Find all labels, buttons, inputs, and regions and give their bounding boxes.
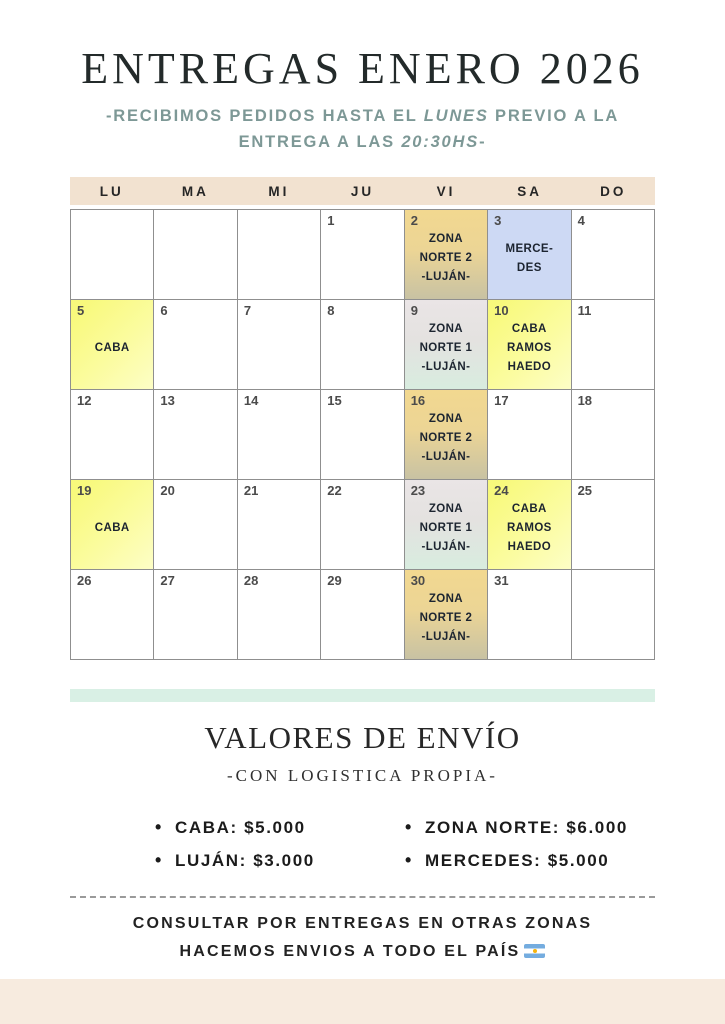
price-column-right	[405, 818, 655, 884]
calendar-day-8	[321, 300, 404, 390]
subtitle-segment: -RECIBIMOS PEDIDOS HASTA EL	[105, 107, 424, 126]
weekday-header-ju: JU	[350, 183, 375, 199]
day-number: 22	[327, 483, 342, 499]
day-number: 31	[494, 573, 509, 589]
day-number: 17	[494, 393, 509, 409]
day-number: 5	[77, 303, 85, 319]
subtitle-segment: ENTREGA A LAS	[238, 132, 402, 151]
day-number: 23	[410, 483, 426, 499]
calendar-day-17	[488, 390, 571, 480]
calendar-day-23	[405, 480, 488, 570]
calendar-day-12	[71, 390, 154, 480]
calendar-day-28	[238, 570, 321, 660]
calendar-day-4	[572, 210, 655, 300]
calendar-day-16	[405, 390, 488, 480]
calendar-day-14	[238, 390, 321, 480]
day-number: 2	[410, 213, 418, 229]
calendar-day-5	[71, 300, 154, 390]
calendar-empty-cell	[71, 210, 154, 300]
page-title: ENTREGAS ENERO 2026	[81, 44, 644, 93]
day-number: 26	[77, 573, 92, 589]
footer-line-2-text: HACEMOS ENVIOS A TODO EL PAÍS	[179, 943, 521, 961]
day-number: 25	[577, 483, 593, 499]
footer-note	[0, 910, 725, 966]
day-number: 20	[160, 483, 175, 499]
footer-line-2	[0, 938, 725, 966]
price-item: • ZONA NORTE: $6.000	[405, 818, 655, 838]
delivery-zone-label: CABA	[94, 522, 130, 535]
calendar-day-11	[572, 300, 655, 390]
footer-bar	[0, 979, 725, 1024]
day-number: 15	[327, 393, 342, 409]
day-number: 1	[327, 213, 335, 229]
day-number: 19	[77, 483, 92, 499]
shipping-section-title: VALORES DE ENVÍO	[204, 720, 521, 756]
calendar-day-9	[405, 300, 488, 390]
calendar-day-25	[572, 480, 655, 570]
calendar-day-24	[488, 480, 571, 570]
calendar-day-1	[321, 210, 404, 300]
subtitle	[0, 104, 725, 155]
calendar-empty-cell	[154, 210, 237, 300]
day-number: 18	[577, 393, 593, 409]
day-number: 10	[494, 303, 509, 319]
calendar-day-15	[321, 390, 404, 480]
delivery-zone-label: CABA	[94, 342, 130, 355]
price-item: • LUJÁN: $3.000	[155, 851, 405, 871]
delivery-zone-label: ZONA NORTE 1 -LUJÁN-	[419, 503, 473, 554]
shipping-section-subtitle: -CON LOGISTICA PROPIA-	[227, 766, 498, 786]
price-item: • CABA: $5.000	[155, 818, 405, 838]
day-number: 9	[410, 303, 418, 319]
day-number: 7	[243, 303, 252, 319]
calendar-day-29	[321, 570, 404, 660]
day-number: 12	[77, 393, 92, 409]
day-number: 8	[327, 303, 335, 319]
day-number: 6	[160, 303, 168, 319]
weekday-header-row	[70, 177, 655, 205]
day-number: 30	[410, 573, 426, 589]
day-number: 13	[160, 393, 175, 409]
weekday-header-lu: LU	[99, 183, 124, 199]
calendar-empty-cell	[572, 570, 655, 660]
footer-line-1: CONSULTAR POR ENTREGAS EN OTRAS ZONAS	[132, 915, 593, 933]
calendar-day-7	[238, 300, 321, 390]
calendar-day-27	[154, 570, 237, 660]
delivery-zone-label: ZONA NORTE 2 -LUJÁN-	[419, 413, 473, 464]
price-item: • MERCEDES: $5.000	[405, 851, 655, 871]
calendar-day-19	[71, 480, 154, 570]
weekday-header-sa: SA	[517, 183, 543, 199]
calendar-day-3	[488, 210, 571, 300]
day-number: 27	[160, 573, 175, 589]
weekday-header-ma: MA	[181, 183, 209, 199]
calendar-day-22	[321, 480, 404, 570]
calendar-day-6	[154, 300, 237, 390]
day-number: 4	[577, 213, 585, 229]
day-number: 29	[327, 573, 342, 589]
day-number: 11	[577, 303, 592, 319]
calendar-day-31	[488, 570, 571, 660]
day-number: 3	[494, 213, 502, 229]
calendar-day-10	[488, 300, 571, 390]
subtitle-segment: 20:30HS	[401, 132, 480, 151]
day-number: 28	[243, 573, 259, 589]
delivery-zone-label: CABA RAMOS HAEDO	[506, 503, 552, 554]
weekday-header-mi: MI	[268, 183, 290, 199]
mint-divider	[70, 689, 655, 702]
day-number: 24	[494, 483, 509, 499]
calendar-day-13	[154, 390, 237, 480]
calendar-day-30	[405, 570, 488, 660]
subtitle-line-1	[0, 104, 725, 130]
delivery-zone-label: ZONA NORTE 2 -LUJÁN-	[419, 233, 473, 284]
price-list	[70, 818, 655, 884]
subtitle-line-2	[0, 130, 725, 156]
delivery-zone-label: CABA RAMOS HAEDO	[506, 323, 552, 374]
argentina-flag-icon	[524, 944, 545, 958]
day-number: 21	[243, 483, 259, 499]
delivery-zone-label: ZONA NORTE 2 -LUJÁN-	[419, 593, 473, 644]
delivery-zone-label: MERCE- DES	[505, 242, 554, 274]
calendar-grid	[70, 209, 655, 660]
dashed-divider	[70, 896, 655, 898]
delivery-zone-label: ZONA NORTE 1 -LUJÁN-	[419, 323, 473, 374]
calendar-day-18	[572, 390, 655, 480]
calendar-day-26	[71, 570, 154, 660]
subtitle-segment: -	[479, 132, 487, 151]
subtitle-segment: LUNES	[423, 107, 489, 126]
day-number: 14	[243, 393, 259, 409]
weekday-header-vi: VI	[436, 183, 456, 199]
calendar-day-2	[405, 210, 488, 300]
day-number: 16	[410, 393, 426, 409]
calendar	[70, 177, 655, 660]
calendar-day-20	[154, 480, 237, 570]
calendar-day-21	[238, 480, 321, 570]
calendar-empty-cell	[238, 210, 321, 300]
weekday-header-do: DO	[600, 183, 627, 199]
subtitle-segment: PREVIO A LA	[488, 107, 620, 126]
price-column-left	[155, 818, 405, 884]
